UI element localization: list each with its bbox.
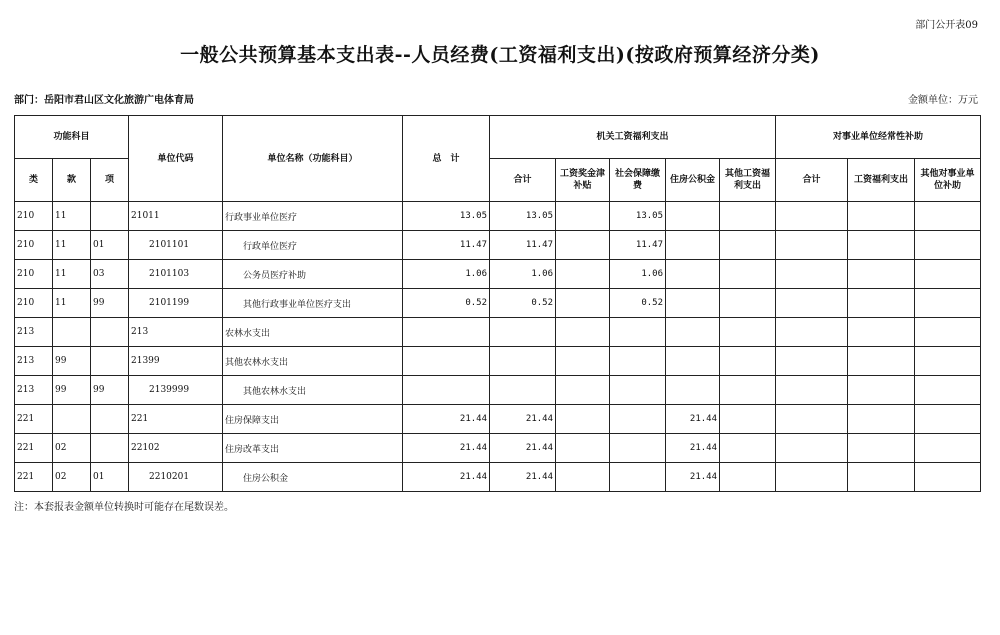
cell-kuan: 99 — [53, 376, 91, 405]
table-row — [15, 260, 981, 289]
cell-org-other — [720, 260, 776, 289]
cell-org-social — [610, 347, 666, 376]
cell-org-other — [720, 318, 776, 347]
cell-xiang: 01 — [91, 231, 129, 260]
cell-org-subtotal — [490, 347, 556, 376]
cell-inst-other — [915, 347, 981, 376]
cell-org-bonus — [556, 260, 610, 289]
cell-inst-wage — [848, 260, 915, 289]
header-org-bonus: 工资奖金津补贴 — [556, 159, 610, 202]
page-title: 一般公共预算基本支出表--人员经费(工资福利支出)(按政府预算经济分类) — [180, 44, 820, 66]
cell-inst-other — [915, 260, 981, 289]
cell-unit-code: 2139999 — [129, 376, 223, 405]
cell-xiang: 99 — [91, 376, 129, 405]
cell-org-housing — [666, 231, 720, 260]
cell-lei: 213 — [15, 318, 53, 347]
cell-org-other — [720, 231, 776, 260]
header-org-wage: 机关工资福利支出 — [490, 116, 776, 159]
header-org-other: 其他工资福利支出 — [720, 159, 776, 202]
cell-inst-subtotal — [776, 202, 848, 231]
cell-total — [403, 376, 490, 405]
cell-org-bonus — [556, 231, 610, 260]
cell-xiang — [91, 405, 129, 434]
cell-lei: 213 — [15, 347, 53, 376]
cell-inst-subtotal — [776, 231, 848, 260]
cell-kuan: 11 — [53, 289, 91, 318]
cell-org-other — [720, 289, 776, 318]
cell-org-housing — [666, 202, 720, 231]
cell-inst-other — [915, 202, 981, 231]
cell-inst-other — [915, 231, 981, 260]
cell-org-social — [610, 434, 666, 463]
cell-unit-code: 21011 — [129, 202, 223, 231]
cell-unit-code: 2210201 — [129, 463, 223, 492]
cell-kuan: 11 — [53, 260, 91, 289]
cell-inst-other — [915, 318, 981, 347]
cell-total: 11.47 — [403, 231, 490, 260]
cell-kuan — [53, 318, 91, 347]
header-inst-wage: 工资福利支出 — [848, 159, 915, 202]
cell-org-subtotal: 21.44 — [490, 434, 556, 463]
cell-org-other — [720, 347, 776, 376]
table-row — [15, 405, 981, 434]
cell-org-subtotal: 21.44 — [490, 463, 556, 492]
cell-inst-subtotal — [776, 318, 848, 347]
cell-unit-name: 农林水支出 — [223, 318, 403, 347]
cell-org-social: 13.05 — [610, 202, 666, 231]
cell-kuan: 11 — [53, 231, 91, 260]
cell-inst-subtotal — [776, 463, 848, 492]
cell-org-bonus — [556, 347, 610, 376]
header-unit-name: 单位名称（功能科目） — [223, 116, 403, 202]
header-org-housing: 住房公积金 — [666, 159, 720, 202]
cell-org-housing — [666, 260, 720, 289]
cell-kuan: 99 — [53, 347, 91, 376]
cell-org-bonus — [556, 202, 610, 231]
cell-unit-code: 2101103 — [129, 260, 223, 289]
cell-org-social: 1.06 — [610, 260, 666, 289]
cell-lei: 210 — [15, 289, 53, 318]
cell-kuan: 02 — [53, 463, 91, 492]
cell-org-bonus — [556, 289, 610, 318]
cell-org-social — [610, 318, 666, 347]
cell-inst-other — [915, 405, 981, 434]
cell-unit-name: 行政单位医疗 — [223, 231, 403, 260]
cell-lei: 221 — [15, 463, 53, 492]
cell-org-social: 0.52 — [610, 289, 666, 318]
cell-inst-wage — [848, 231, 915, 260]
cell-org-other — [720, 463, 776, 492]
table-row — [15, 376, 981, 405]
table-row — [15, 289, 981, 318]
cell-org-housing: 21.44 — [666, 463, 720, 492]
cell-org-subtotal: 0.52 — [490, 289, 556, 318]
cell-unit-name: 住房保障支出 — [223, 405, 403, 434]
cell-inst-subtotal — [776, 376, 848, 405]
cell-org-housing — [666, 347, 720, 376]
cell-org-social — [610, 463, 666, 492]
cell-org-subtotal: 13.05 — [490, 202, 556, 231]
cell-org-bonus — [556, 463, 610, 492]
cell-org-housing — [666, 376, 720, 405]
cell-inst-wage — [848, 318, 915, 347]
cell-org-bonus — [556, 376, 610, 405]
cell-org-subtotal: 11.47 — [490, 231, 556, 260]
cell-kuan: 11 — [53, 202, 91, 231]
cell-inst-other — [915, 463, 981, 492]
cell-org-social — [610, 376, 666, 405]
cell-inst-subtotal — [776, 405, 848, 434]
cell-org-subtotal — [490, 376, 556, 405]
cell-total: 21.44 — [403, 405, 490, 434]
cell-total: 21.44 — [403, 463, 490, 492]
cell-inst-subtotal — [776, 347, 848, 376]
cell-org-subtotal: 1.06 — [490, 260, 556, 289]
cell-org-housing: 21.44 — [666, 405, 720, 434]
cell-inst-wage — [848, 405, 915, 434]
header-inst-subsidy: 对事业单位经常性补助 — [776, 116, 981, 159]
cell-unit-code: 2101199 — [129, 289, 223, 318]
budget-table — [14, 115, 981, 492]
cell-unit-code: 22102 — [129, 434, 223, 463]
cell-lei: 210 — [15, 260, 53, 289]
currency-unit-label: 金额单位：万元 — [908, 95, 978, 106]
cell-inst-wage — [848, 434, 915, 463]
cell-org-other — [720, 202, 776, 231]
cell-org-bonus — [556, 318, 610, 347]
cell-xiang: 99 — [91, 289, 129, 318]
cell-unit-code: 213 — [129, 318, 223, 347]
table-row — [15, 434, 981, 463]
cell-unit-name: 住房公积金 — [223, 463, 403, 492]
cell-org-other — [720, 405, 776, 434]
cell-unit-name: 其他农林水支出 — [223, 347, 403, 376]
header-org-social: 社会保障缴费 — [610, 159, 666, 202]
cell-inst-subtotal — [776, 434, 848, 463]
cell-xiang — [91, 318, 129, 347]
cell-inst-subtotal — [776, 289, 848, 318]
header-inst-other: 其他对事业单位补助 — [915, 159, 981, 202]
cell-org-social — [610, 405, 666, 434]
cell-lei: 213 — [15, 376, 53, 405]
table-row — [15, 318, 981, 347]
cell-total: 1.06 — [403, 260, 490, 289]
cell-unit-name: 行政事业单位医疗 — [223, 202, 403, 231]
cell-inst-wage — [848, 202, 915, 231]
cell-xiang — [91, 434, 129, 463]
cell-lei: 221 — [15, 405, 53, 434]
header-func-subject: 功能科目 — [15, 116, 129, 159]
cell-xiang — [91, 347, 129, 376]
department-label: 部门：岳阳市君山区文化旅游广电体育局 — [14, 95, 194, 106]
cell-inst-other — [915, 289, 981, 318]
cell-lei: 210 — [15, 202, 53, 231]
header-lei: 类 — [15, 159, 53, 202]
header-total: 总 计 — [403, 116, 490, 202]
cell-org-other — [720, 376, 776, 405]
table-row — [15, 463, 981, 492]
footnote: 注：本套报表金额单位转换时可能存在尾数误差。 — [14, 502, 234, 513]
header-unit-code: 单位代码 — [129, 116, 223, 202]
cell-total: 13.05 — [403, 202, 490, 231]
cell-total: 0.52 — [403, 289, 490, 318]
cell-unit-name: 住房改革支出 — [223, 434, 403, 463]
form-number-label: 部门公开表09 — [915, 20, 978, 31]
table-row — [15, 231, 981, 260]
cell-unit-name: 其他农林水支出 — [223, 376, 403, 405]
header-kuan: 款 — [53, 159, 91, 202]
table-row — [15, 347, 981, 376]
cell-unit-name: 公务员医疗补助 — [223, 260, 403, 289]
cell-inst-subtotal — [776, 260, 848, 289]
cell-lei: 210 — [15, 231, 53, 260]
cell-inst-wage — [848, 463, 915, 492]
cell-kuan: 02 — [53, 434, 91, 463]
cell-org-other — [720, 434, 776, 463]
cell-total — [403, 347, 490, 376]
cell-org-subtotal: 21.44 — [490, 405, 556, 434]
cell-org-bonus — [556, 434, 610, 463]
cell-inst-wage — [848, 347, 915, 376]
header-inst-subtotal: 合计 — [776, 159, 848, 202]
cell-xiang: 01 — [91, 463, 129, 492]
cell-unit-code: 221 — [129, 405, 223, 434]
table-row — [15, 202, 981, 231]
cell-total — [403, 318, 490, 347]
cell-org-subtotal — [490, 318, 556, 347]
cell-xiang — [91, 202, 129, 231]
cell-org-housing — [666, 318, 720, 347]
cell-unit-name: 其他行政事业单位医疗支出 — [223, 289, 403, 318]
cell-kuan — [53, 405, 91, 434]
cell-xiang: 03 — [91, 260, 129, 289]
cell-inst-other — [915, 376, 981, 405]
header-org-subtotal: 合计 — [490, 159, 556, 202]
cell-org-social: 11.47 — [610, 231, 666, 260]
cell-org-housing: 21.44 — [666, 434, 720, 463]
cell-unit-code: 2101101 — [129, 231, 223, 260]
cell-org-housing — [666, 289, 720, 318]
cell-lei: 221 — [15, 434, 53, 463]
header-xiang: 项 — [91, 159, 129, 202]
cell-total: 21.44 — [403, 434, 490, 463]
cell-inst-other — [915, 434, 981, 463]
cell-org-bonus — [556, 405, 610, 434]
cell-inst-wage — [848, 376, 915, 405]
cell-unit-code: 21399 — [129, 347, 223, 376]
cell-inst-wage — [848, 289, 915, 318]
